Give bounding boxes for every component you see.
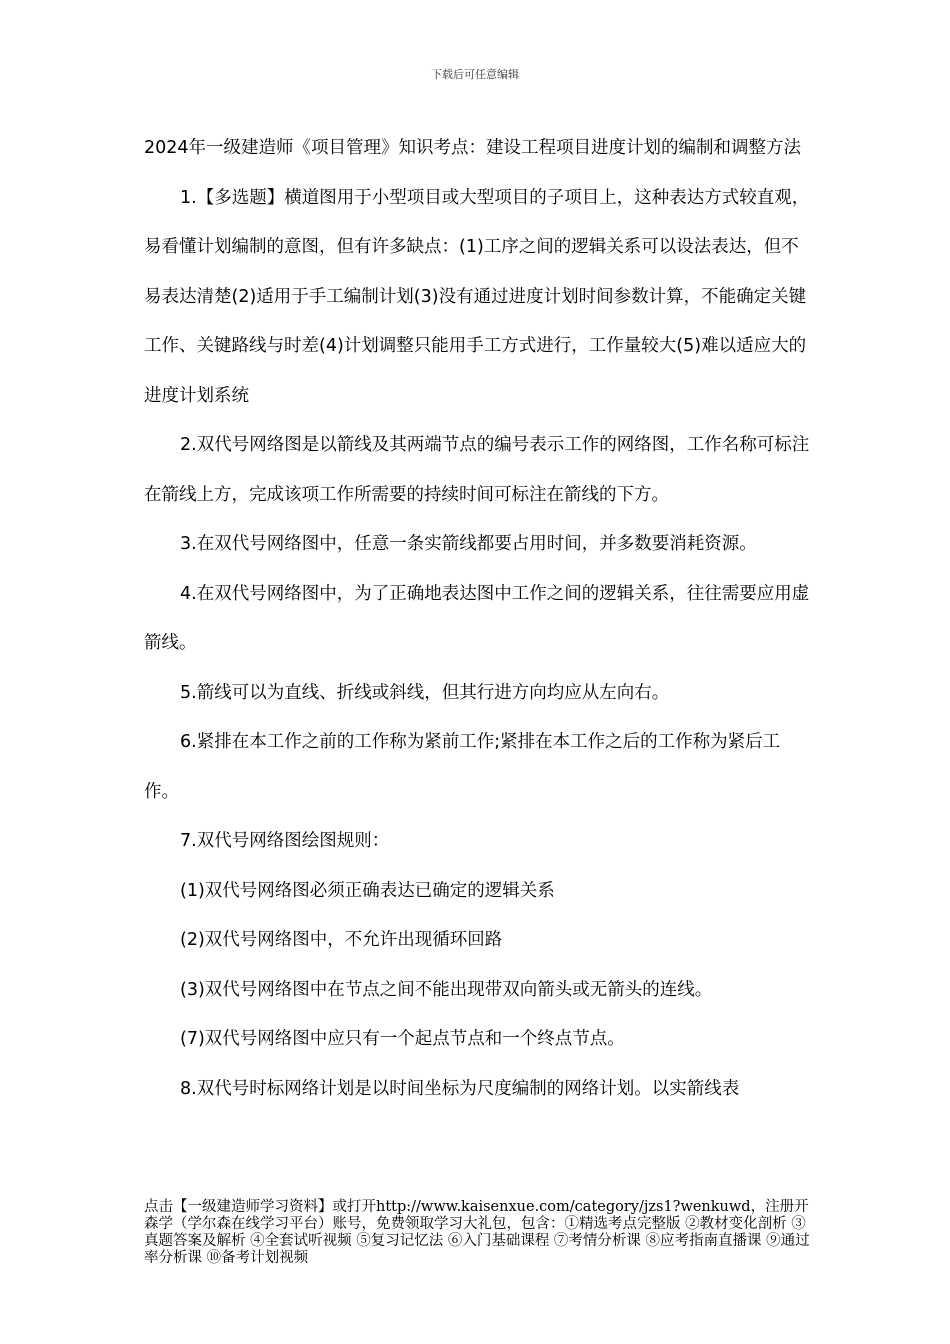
document-body <box>144 124 810 1114</box>
document-title: 2024年一级建造师《项目管理》知识考点：建设工程项目进度计划的编制和调整方法 <box>144 138 802 158</box>
paragraph: 4.在双代号网络图中，为了正确地表达图中工作之间的逻辑关系，往往需要应用虚箭线。 <box>144 583 810 653</box>
paragraph: (7)双代号网络图中应只有一个起点节点和一个终点节点。 <box>180 1029 625 1049</box>
paragraph: (1)双代号网络图必须正确表达已确定的逻辑关系 <box>180 880 555 901</box>
paragraph: 6.紧排在本工作之前的工作称为紧前工作;紧排在本工作之后的工作称为紧后工作。 <box>144 732 781 802</box>
paragraph: 2.双代号网络图是以箭线及其两端节点的编号表示工作的网络图，工作名称可标注在箭线上方，完成该项工作所需要的持续时间可标注在箭线的下方。 <box>144 435 810 505</box>
paragraph: (2)双代号网络图中，不允许出现循环回路 <box>180 930 503 950</box>
footer-promo-link[interactable]: 点击【一级建造师学习资料】或打开http://www.kaisenxue.com/category/jzs1?wenkuwd，注册开森学（学尔森在线学习平台）账号，免费领取学习大礼包，包含：①精选考点完整版 ②教材变化剖析 ③真题答案及解析 ④全套试听视频 ⑤复习记忆法 ⑥入门基础课程 ⑦考情分析课 ⑧应考指南直播课 ⑨通过率分析课 ⑩备考计划视频 <box>144 1199 810 1266</box>
paragraph: 8.双代号时标网络计划是以时间坐标为尺度编制的网络计划。以实箭线表 <box>180 1078 740 1099</box>
paragraph: 5.箭线可以为直线、折线或斜线，但其行进方向均应从左向右。 <box>180 682 670 703</box>
page-header-note: 下载后可任意编辑 <box>431 68 519 81</box>
paragraph: 1.【多选题】横道图用于小型项目或大型项目的子项目上，这种表达方式较直观，易看懂计划编制的意图，但有许多缺点：(1)工序之间的逻辑关系可以设法表达，但不易表达清楚(2)适用于手工编制计划(3)没有通过进度计划时间参数计算，不能确定关键工作、关键路线与时差(4)计划调整只能用手工方式进行，工作量较大(5)难以适应大的进度计划系统 <box>144 187 810 406</box>
paragraph: 7.双代号网络图绘图规则： <box>180 831 390 851</box>
paragraph: (3)双代号网络图中在节点之间不能出现带双向箭头或无箭头的连线。 <box>180 979 713 1000</box>
paragraph: 3.在双代号网络图中，任意一条实箭线都要占用时间，并多数要消耗资源。 <box>180 534 757 554</box>
